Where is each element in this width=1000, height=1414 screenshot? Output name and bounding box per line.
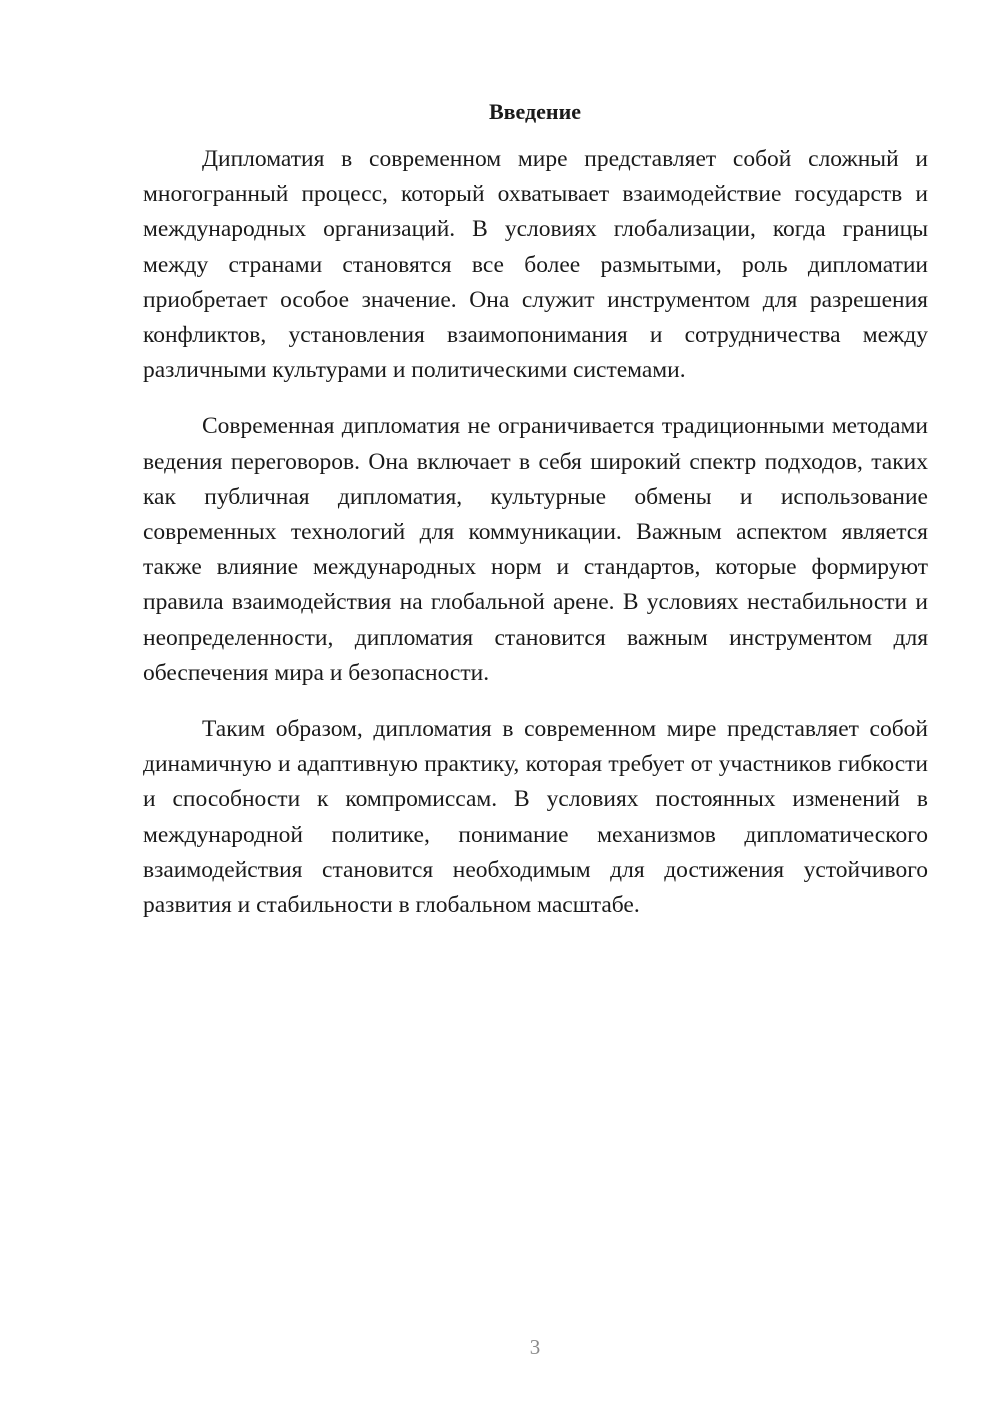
paragraph-1: Дипломатия в современном мире представляет собой сложный и многогранный процесс, который охватывает взаимодействие государств и международных организаций. В условиях глобализации, когда границы между странами становятся все более размытыми, роль дипломатии приобретает особое значение. Она служит инструментом для разрешения конфликтов, установления взаимопонимания и сотрудничества между различными культурами и политическими системами. (143, 146, 928, 384)
paragraph-2: Современная дипломатия не ограничивается традиционными методами ведения переговоров. Она включает в себя широкий спектр подходов, таких как публичная дипломатия, культурные обмены и использование современных технологий для коммуникации. Важным аспектом является также влияние международных норм и стандартов, которые формируют правила взаимодействия на глобальной арене. В условиях нестабильности и неопределенности, дипломатия становится важным инструментом для обеспечения мира и безопасности. (143, 413, 928, 686)
paragraph-3: Таким образом, дипломатия в современном мире представляет собой динамичную и адаптивную практику, которая требует от участников гибкости и способности к компромиссам. В условиях постоянных изменений в международной политике, понимание механизмов дипломатического взаимодействия становится необходимым для достижения устойчивого развития и стабильности в глобальном масштабе. (143, 716, 928, 919)
page-number: 3 (529, 1335, 541, 1359)
page-title: Введение (488, 99, 582, 124)
body-text (143, 142, 928, 923)
